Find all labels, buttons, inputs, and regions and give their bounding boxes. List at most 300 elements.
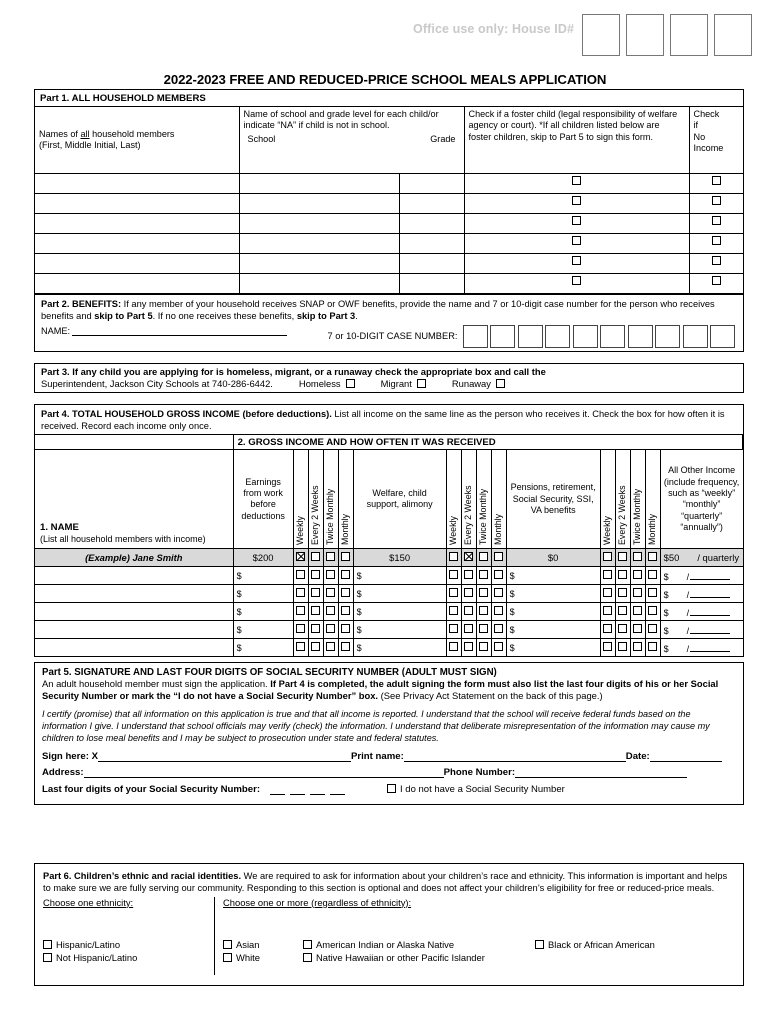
cell-pensions-twicemonthly[interactable] — [630, 603, 645, 621]
cell-pensions-every2weeks[interactable] — [615, 621, 630, 639]
cell-other-income[interactable]: $ / — [660, 585, 742, 603]
checkbox[interactable] — [603, 606, 612, 615]
cell-name[interactable] — [35, 639, 233, 657]
homeless-checkbox[interactable] — [346, 379, 355, 388]
checkbox[interactable] — [464, 642, 473, 651]
checkbox[interactable] — [449, 588, 458, 597]
checkbox[interactable] — [633, 570, 642, 579]
foster-checkbox[interactable] — [572, 256, 581, 265]
cell-welfare-weekly[interactable] — [446, 639, 461, 657]
cell-welfare[interactable]: $ — [353, 639, 446, 657]
checkbox[interactable] — [633, 552, 642, 561]
example-earnings-monthly[interactable] — [338, 549, 353, 567]
checkbox[interactable] — [311, 552, 320, 561]
cell-no-income[interactable] — [689, 173, 743, 193]
checkbox[interactable] — [479, 642, 488, 651]
checkbox-checked[interactable] — [296, 552, 305, 561]
cell-earnings-every2weeks[interactable] — [308, 621, 323, 639]
foster-checkbox[interactable] — [572, 216, 581, 225]
checkbox[interactable] — [341, 642, 350, 651]
cell-earnings-monthly[interactable] — [338, 585, 353, 603]
cell-earnings-every2weeks[interactable] — [308, 639, 323, 657]
checkbox[interactable] — [479, 588, 488, 597]
race-option-native-hawaiian[interactable] — [303, 951, 535, 965]
ssn-digit[interactable] — [330, 784, 345, 795]
case-digit-box[interactable] — [518, 325, 543, 348]
checkbox[interactable] — [341, 624, 350, 633]
no-income-checkbox[interactable] — [712, 236, 721, 245]
cell-earnings-weekly[interactable] — [293, 585, 308, 603]
house-id-box[interactable] — [626, 14, 664, 56]
cell-welfare-twicemonthly[interactable] — [476, 567, 491, 585]
cell-school[interactable] — [239, 173, 399, 193]
ethnicity-column — [35, 897, 215, 975]
checkbox[interactable] — [648, 570, 657, 579]
cell-welfare-every2weeks[interactable] — [461, 567, 476, 585]
cell-welfare-weekly[interactable] — [446, 585, 461, 603]
cell-name[interactable] — [35, 173, 239, 193]
cell-earnings-twicemonthly[interactable] — [323, 585, 338, 603]
cell-name[interactable] — [35, 213, 239, 233]
cell-welfare-monthly[interactable] — [491, 585, 506, 603]
cell-earnings-monthly[interactable] — [338, 621, 353, 639]
checkbox[interactable] — [618, 624, 627, 633]
checkbox[interactable] — [341, 606, 350, 615]
foster-checkbox[interactable] — [572, 276, 581, 285]
cell-earnings[interactable]: $ — [233, 567, 293, 585]
checkbox[interactable] — [326, 588, 335, 597]
checkbox[interactable] — [449, 552, 458, 561]
cell-welfare-monthly[interactable] — [491, 621, 506, 639]
cell-welfare-monthly[interactable] — [491, 603, 506, 621]
cell-pensions-every2weeks[interactable] — [615, 567, 630, 585]
col-header-welfare: Welfare, child support, alimony — [353, 450, 446, 549]
checkbox[interactable] — [648, 624, 657, 633]
black-checkbox[interactable] — [535, 940, 544, 949]
table-row — [35, 639, 743, 657]
example-welfare-weekly[interactable] — [446, 549, 461, 567]
part6-columns — [35, 897, 743, 985]
cell-grade[interactable] — [399, 273, 464, 293]
checkbox[interactable] — [603, 624, 612, 633]
date-label: Date: — [625, 751, 650, 763]
checkbox[interactable] — [494, 642, 503, 651]
cell-earnings-monthly[interactable] — [338, 639, 353, 657]
cell-name[interactable] — [35, 621, 233, 639]
cell-no-income[interactable] — [689, 253, 743, 273]
part3-option-runaway[interactable] — [452, 378, 505, 389]
race-column — [215, 897, 743, 975]
cell-earnings-monthly[interactable] — [338, 603, 353, 621]
cell-other-income[interactable]: $ / — [660, 639, 742, 657]
cell-welfare-weekly[interactable] — [446, 567, 461, 585]
cell-earnings[interactable]: $ — [233, 639, 293, 657]
cell-welfare-weekly[interactable] — [446, 603, 461, 621]
name-col-bold: 1. NAME — [40, 522, 79, 534]
cell-grade[interactable] — [399, 193, 464, 213]
case-digit-box[interactable] — [545, 325, 570, 348]
checkbox[interactable] — [311, 642, 320, 651]
checkbox[interactable] — [449, 606, 458, 615]
checkbox[interactable] — [464, 606, 473, 615]
checkbox[interactable] — [494, 552, 503, 561]
cell-welfare-every2weeks[interactable] — [461, 585, 476, 603]
cell-earnings-twicemonthly[interactable] — [323, 567, 338, 585]
cell-school[interactable] — [239, 253, 399, 273]
col-header-other-income: All Other Income (include frequency, such as “weekly” “monthly” “quarterly” “annually”) — [660, 450, 742, 549]
checkbox-checked[interactable] — [464, 552, 473, 561]
checkbox[interactable] — [326, 606, 335, 615]
cell-name[interactable] — [35, 273, 239, 293]
cell-foster[interactable] — [464, 193, 689, 213]
office-use-row — [0, 14, 752, 56]
part1-header-row — [35, 107, 743, 174]
migrant-checkbox[interactable] — [417, 379, 426, 388]
cell-welfare[interactable]: $ — [353, 621, 446, 639]
hispanic-checkbox[interactable] — [43, 940, 52, 949]
case-digit-box[interactable] — [710, 325, 735, 348]
cell-pensions-monthly[interactable] — [645, 585, 660, 603]
col-header-no-income: Check if No Income — [689, 107, 743, 174]
checkbox[interactable] — [341, 552, 350, 561]
checkbox[interactable] — [311, 570, 320, 579]
example-pensions-every2weeks[interactable] — [615, 549, 630, 567]
example-welfare-twicemonthly[interactable] — [476, 549, 491, 567]
race-heading: Choose one or more (regardless of ethnicity): — [223, 896, 412, 908]
cell-grade[interactable] — [399, 213, 464, 233]
no-ssn-option[interactable] — [387, 784, 565, 795]
col-header-names: Names of all household members (First, Middle Initial, Last) — [35, 107, 239, 174]
cell-welfare-monthly[interactable] — [491, 567, 506, 585]
cell-pensions-weekly[interactable] — [600, 567, 615, 585]
part3-line2: Superintendent, Jackson City Schools at 740-286-6442. — [41, 378, 273, 389]
checkbox[interactable] — [311, 606, 320, 615]
cell-welfare-every2weeks[interactable] — [461, 603, 476, 621]
house-id-box[interactable] — [714, 14, 752, 56]
cell-earnings-every2weeks[interactable] — [308, 603, 323, 621]
part3-section — [34, 363, 744, 393]
cell-pensions-twicemonthly[interactable] — [630, 585, 645, 603]
checkbox[interactable] — [296, 624, 305, 633]
cell-pensions-monthly[interactable] — [645, 603, 660, 621]
col-header-welfare-monthly: Monthly — [491, 450, 506, 549]
checkbox[interactable] — [648, 552, 657, 561]
example-earnings-every2weeks[interactable] — [308, 549, 323, 567]
checkbox[interactable] — [633, 588, 642, 597]
example-row — [35, 549, 743, 567]
cell-earnings-every2weeks[interactable] — [308, 567, 323, 585]
signature-input[interactable] — [98, 750, 351, 762]
checkbox[interactable] — [296, 606, 305, 615]
case-digit-box[interactable] — [628, 325, 653, 348]
cell-name[interactable] — [35, 233, 239, 253]
part2-name-input[interactable] — [72, 324, 287, 336]
cell-earnings[interactable]: $ — [233, 603, 293, 621]
cell-grade[interactable] — [399, 253, 464, 273]
col-header-school-text: Name of school and grade level for each child/or indicate “NA” if child is not in school. — [243, 108, 439, 131]
checkbox[interactable] — [326, 570, 335, 579]
part6-heading-rest: We are required to ask for information about your children’s race and ethnicity. This information is important and helps to make sure we are fully serving our community. Responding to this section is optional and does not affect your children’s eligibility for free or reduced-price meals. — [43, 871, 728, 894]
cell-pensions-twicemonthly[interactable] — [630, 639, 645, 657]
no-income-checkbox[interactable] — [712, 196, 721, 205]
example-welfare-monthly[interactable] — [491, 549, 506, 567]
checkbox[interactable] — [648, 642, 657, 651]
cell-other-income[interactable]: $ / — [660, 621, 742, 639]
checkbox[interactable] — [633, 642, 642, 651]
cell-pensions-weekly[interactable] — [600, 621, 615, 639]
example-welfare-every2weeks[interactable] — [461, 549, 476, 567]
cell-pensions-monthly[interactable] — [645, 621, 660, 639]
example-pensions-monthly[interactable] — [645, 549, 660, 567]
checkbox[interactable] — [618, 552, 627, 561]
checkbox[interactable] — [618, 606, 627, 615]
race-option-black[interactable] — [535, 938, 735, 952]
checkbox[interactable] — [633, 606, 642, 615]
cell-welfare[interactable]: $ — [353, 567, 446, 585]
gross-income-header: 2. GROSS INCOME AND HOW OFTEN IT WAS RECEIVED — [233, 435, 742, 450]
checkbox[interactable] — [311, 624, 320, 633]
cell-welfare-twicemonthly[interactable] — [476, 603, 491, 621]
cell-pensions[interactable]: $ — [506, 567, 600, 585]
cell-pensions[interactable]: $ — [506, 585, 600, 603]
no-ssn-checkbox[interactable] — [387, 784, 396, 793]
cell-welfare-twicemonthly[interactable] — [476, 621, 491, 639]
checkbox[interactable] — [464, 588, 473, 597]
cell-earnings-weekly[interactable] — [293, 621, 308, 639]
cell-pensions-every2weeks[interactable] — [615, 585, 630, 603]
white-checkbox[interactable] — [223, 953, 232, 962]
no-income-checkbox[interactable] — [712, 176, 721, 185]
cell-pensions[interactable]: $ — [506, 603, 600, 621]
asian-label: Asian — [236, 938, 260, 950]
ethnicity-option-hispanic[interactable] — [43, 938, 206, 952]
checkbox[interactable] — [326, 552, 335, 561]
case-digit-box[interactable] — [490, 325, 515, 348]
cell-welfare-twicemonthly[interactable] — [476, 585, 491, 603]
print-name-input[interactable] — [404, 750, 626, 762]
cell-pensions-monthly[interactable] — [645, 567, 660, 585]
cell-pensions-twicemonthly[interactable] — [630, 567, 645, 585]
part3-option-homeless[interactable] — [299, 378, 355, 389]
checkbox[interactable] — [449, 624, 458, 633]
cell-pensions-weekly[interactable] — [600, 603, 615, 621]
checkbox[interactable] — [341, 588, 350, 597]
checkbox[interactable] — [326, 642, 335, 651]
cell-welfare-every2weeks[interactable] — [461, 621, 476, 639]
checkbox[interactable] — [603, 570, 612, 579]
cell-earnings-twicemonthly[interactable] — [323, 603, 338, 621]
ssn-digit[interactable] — [290, 784, 305, 795]
cell-grade[interactable] — [399, 233, 464, 253]
checkbox[interactable] — [341, 570, 350, 579]
cell-earnings-weekly[interactable] — [293, 603, 308, 621]
cell-earnings-monthly[interactable] — [338, 567, 353, 585]
not-hispanic-checkbox[interactable] — [43, 953, 52, 962]
cell-earnings-every2weeks[interactable] — [308, 585, 323, 603]
cell-name[interactable] — [35, 585, 233, 603]
part5-body-bold: If Part 4 is completed, the adult signing the form must also list the last four digits of his or her Social Security Number or mark the “I do not have a Social Security Number” box. — [42, 678, 719, 702]
example-other-amount: $50 — [663, 552, 680, 564]
cell-earnings-weekly[interactable] — [293, 639, 308, 657]
cell-pensions-every2weeks[interactable] — [615, 603, 630, 621]
table-row — [35, 585, 743, 603]
ssn-digit-inputs — [270, 784, 345, 795]
checkbox[interactable] — [494, 606, 503, 615]
checkbox[interactable] — [311, 588, 320, 597]
cell-pensions-weekly[interactable] — [600, 585, 615, 603]
checkbox[interactable] — [479, 552, 488, 561]
cell-pensions-monthly[interactable] — [645, 639, 660, 657]
cell-foster[interactable] — [464, 273, 689, 293]
cell-other-income[interactable]: $ / — [660, 567, 742, 585]
race-options-grid — [223, 938, 735, 965]
checkbox[interactable] — [494, 588, 503, 597]
black-label: Black or African American — [548, 938, 655, 950]
cell-school[interactable] — [239, 213, 399, 233]
part2-bold1: skip to Part 5 — [94, 311, 153, 322]
case-digit-box[interactable] — [463, 325, 488, 348]
checkbox[interactable] — [618, 642, 627, 651]
checkbox[interactable] — [633, 624, 642, 633]
part2-name-label: NAME: — [41, 325, 71, 336]
foster-checkbox[interactable] — [572, 236, 581, 245]
col-header-foster: Check if a foster child (legal responsibility of welfare agency or court). *If all children listed below are foster children, skip to Part 5 to sign this form. — [464, 107, 689, 174]
foster-checkbox[interactable] — [572, 176, 581, 185]
cell-grade[interactable] — [399, 173, 464, 193]
checkbox[interactable] — [603, 552, 612, 561]
cell-welfare-weekly[interactable] — [446, 621, 461, 639]
cell-pensions-twicemonthly[interactable] — [630, 621, 645, 639]
checkbox[interactable] — [296, 588, 305, 597]
checkbox[interactable] — [326, 624, 335, 633]
date-input[interactable] — [650, 750, 722, 762]
cell-name[interactable] — [35, 567, 233, 585]
house-id-box[interactable] — [582, 14, 620, 56]
cell-earnings-weekly[interactable] — [293, 567, 308, 585]
ssn-digit[interactable] — [270, 784, 285, 795]
address-row — [35, 762, 743, 778]
part1-table — [35, 107, 743, 314]
part3-option-migrant[interactable] — [381, 378, 426, 389]
race-option-american-indian[interactable] — [303, 938, 535, 952]
cell-other-income[interactable]: $ / — [660, 603, 742, 621]
example-other-sep: / — [697, 552, 700, 564]
print-name-label: Print name: — [350, 751, 404, 763]
cell-pensions-weekly[interactable] — [600, 639, 615, 657]
cell-welfare[interactable]: $ — [353, 585, 446, 603]
checkbox[interactable] — [479, 624, 488, 633]
example-pensions-weekly[interactable] — [600, 549, 615, 567]
cell-earnings[interactable]: $ — [233, 621, 293, 639]
checkbox[interactable] — [494, 624, 503, 633]
cell-earnings-twicemonthly[interactable] — [323, 621, 338, 639]
checkbox[interactable] — [464, 624, 473, 633]
checkbox[interactable] — [296, 642, 305, 651]
no-income-checkbox[interactable] — [712, 256, 721, 265]
cell-foster[interactable] — [464, 213, 689, 233]
cell-name[interactable] — [35, 603, 233, 621]
house-id-box[interactable] — [670, 14, 708, 56]
foster-checkbox[interactable] — [572, 196, 581, 205]
case-digit-box[interactable] — [573, 325, 598, 348]
case-digit-box[interactable] — [683, 325, 708, 348]
example-earnings-weekly[interactable] — [293, 549, 308, 567]
part4-heading-bold: Part 4. TOTAL HOUSEHOLD GROSS INCOME (before deductions). — [41, 408, 332, 419]
part3-line2-row — [35, 377, 743, 392]
cell-pensions-every2weeks[interactable] — [615, 639, 630, 657]
checkbox[interactable] — [479, 570, 488, 579]
no-income-checkbox[interactable] — [712, 216, 721, 225]
cell-earnings[interactable]: $ — [233, 585, 293, 603]
cell-earnings-twicemonthly[interactable] — [323, 639, 338, 657]
cell-school[interactable] — [239, 193, 399, 213]
cell-welfare[interactable]: $ — [353, 603, 446, 621]
runaway-checkbox[interactable] — [496, 379, 505, 388]
cell-foster[interactable] — [464, 253, 689, 273]
asian-checkbox[interactable] — [223, 940, 232, 949]
cell-no-income[interactable] — [689, 193, 743, 213]
checkbox[interactable] — [618, 588, 627, 597]
cell-foster[interactable] — [464, 173, 689, 193]
ethnicity-option-not-hispanic[interactable] — [43, 951, 206, 965]
cell-no-income[interactable] — [689, 273, 743, 293]
cell-school[interactable] — [239, 233, 399, 253]
cell-no-income[interactable] — [689, 233, 743, 253]
hispanic-label: Hispanic/Latino — [56, 938, 121, 950]
checkbox[interactable] — [449, 570, 458, 579]
case-digit-box[interactable] — [600, 325, 625, 348]
migrant-label: Migrant — [380, 378, 412, 389]
race-option-white[interactable] — [223, 951, 303, 965]
checkbox[interactable] — [618, 570, 627, 579]
checkbox[interactable] — [648, 606, 657, 615]
address-input[interactable] — [84, 766, 444, 778]
phone-input[interactable] — [515, 766, 687, 778]
cell-pensions[interactable]: $ — [506, 639, 600, 657]
checkbox[interactable] — [464, 570, 473, 579]
cell-welfare-every2weeks[interactable] — [461, 639, 476, 657]
cell-name[interactable] — [35, 193, 239, 213]
checkbox[interactable] — [648, 588, 657, 597]
checkbox[interactable] — [296, 570, 305, 579]
case-digit-box[interactable] — [655, 325, 680, 348]
no-ssn-label: I do not have a Social Security Number — [400, 784, 565, 796]
checkbox[interactable] — [449, 642, 458, 651]
cell-welfare-monthly[interactable] — [491, 639, 506, 657]
checkbox[interactable] — [603, 642, 612, 651]
example-pensions: $0 — [506, 549, 600, 567]
checkbox[interactable] — [494, 570, 503, 579]
income-column-header-row — [35, 450, 743, 549]
cell-pensions[interactable]: $ — [506, 621, 600, 639]
cell-school[interactable] — [239, 273, 399, 293]
checkbox[interactable] — [603, 588, 612, 597]
no-income-checkbox[interactable] — [712, 276, 721, 285]
native-hawaiian-checkbox[interactable] — [303, 953, 312, 962]
cell-name[interactable] — [35, 253, 239, 273]
race-option-asian[interactable] — [223, 938, 303, 952]
col-header-welfare-weekly: Weekly — [446, 450, 461, 549]
checkbox[interactable] — [479, 606, 488, 615]
col-header-earnings-weekly: Weekly — [293, 450, 308, 549]
example-earnings-twicemonthly[interactable] — [323, 549, 338, 567]
cell-welfare-twicemonthly[interactable] — [476, 639, 491, 657]
cell-no-income[interactable] — [689, 213, 743, 233]
ssn-digit[interactable] — [310, 784, 325, 795]
american-indian-checkbox[interactable] — [303, 940, 312, 949]
example-pensions-twicemonthly[interactable] — [630, 549, 645, 567]
cell-foster[interactable] — [464, 233, 689, 253]
